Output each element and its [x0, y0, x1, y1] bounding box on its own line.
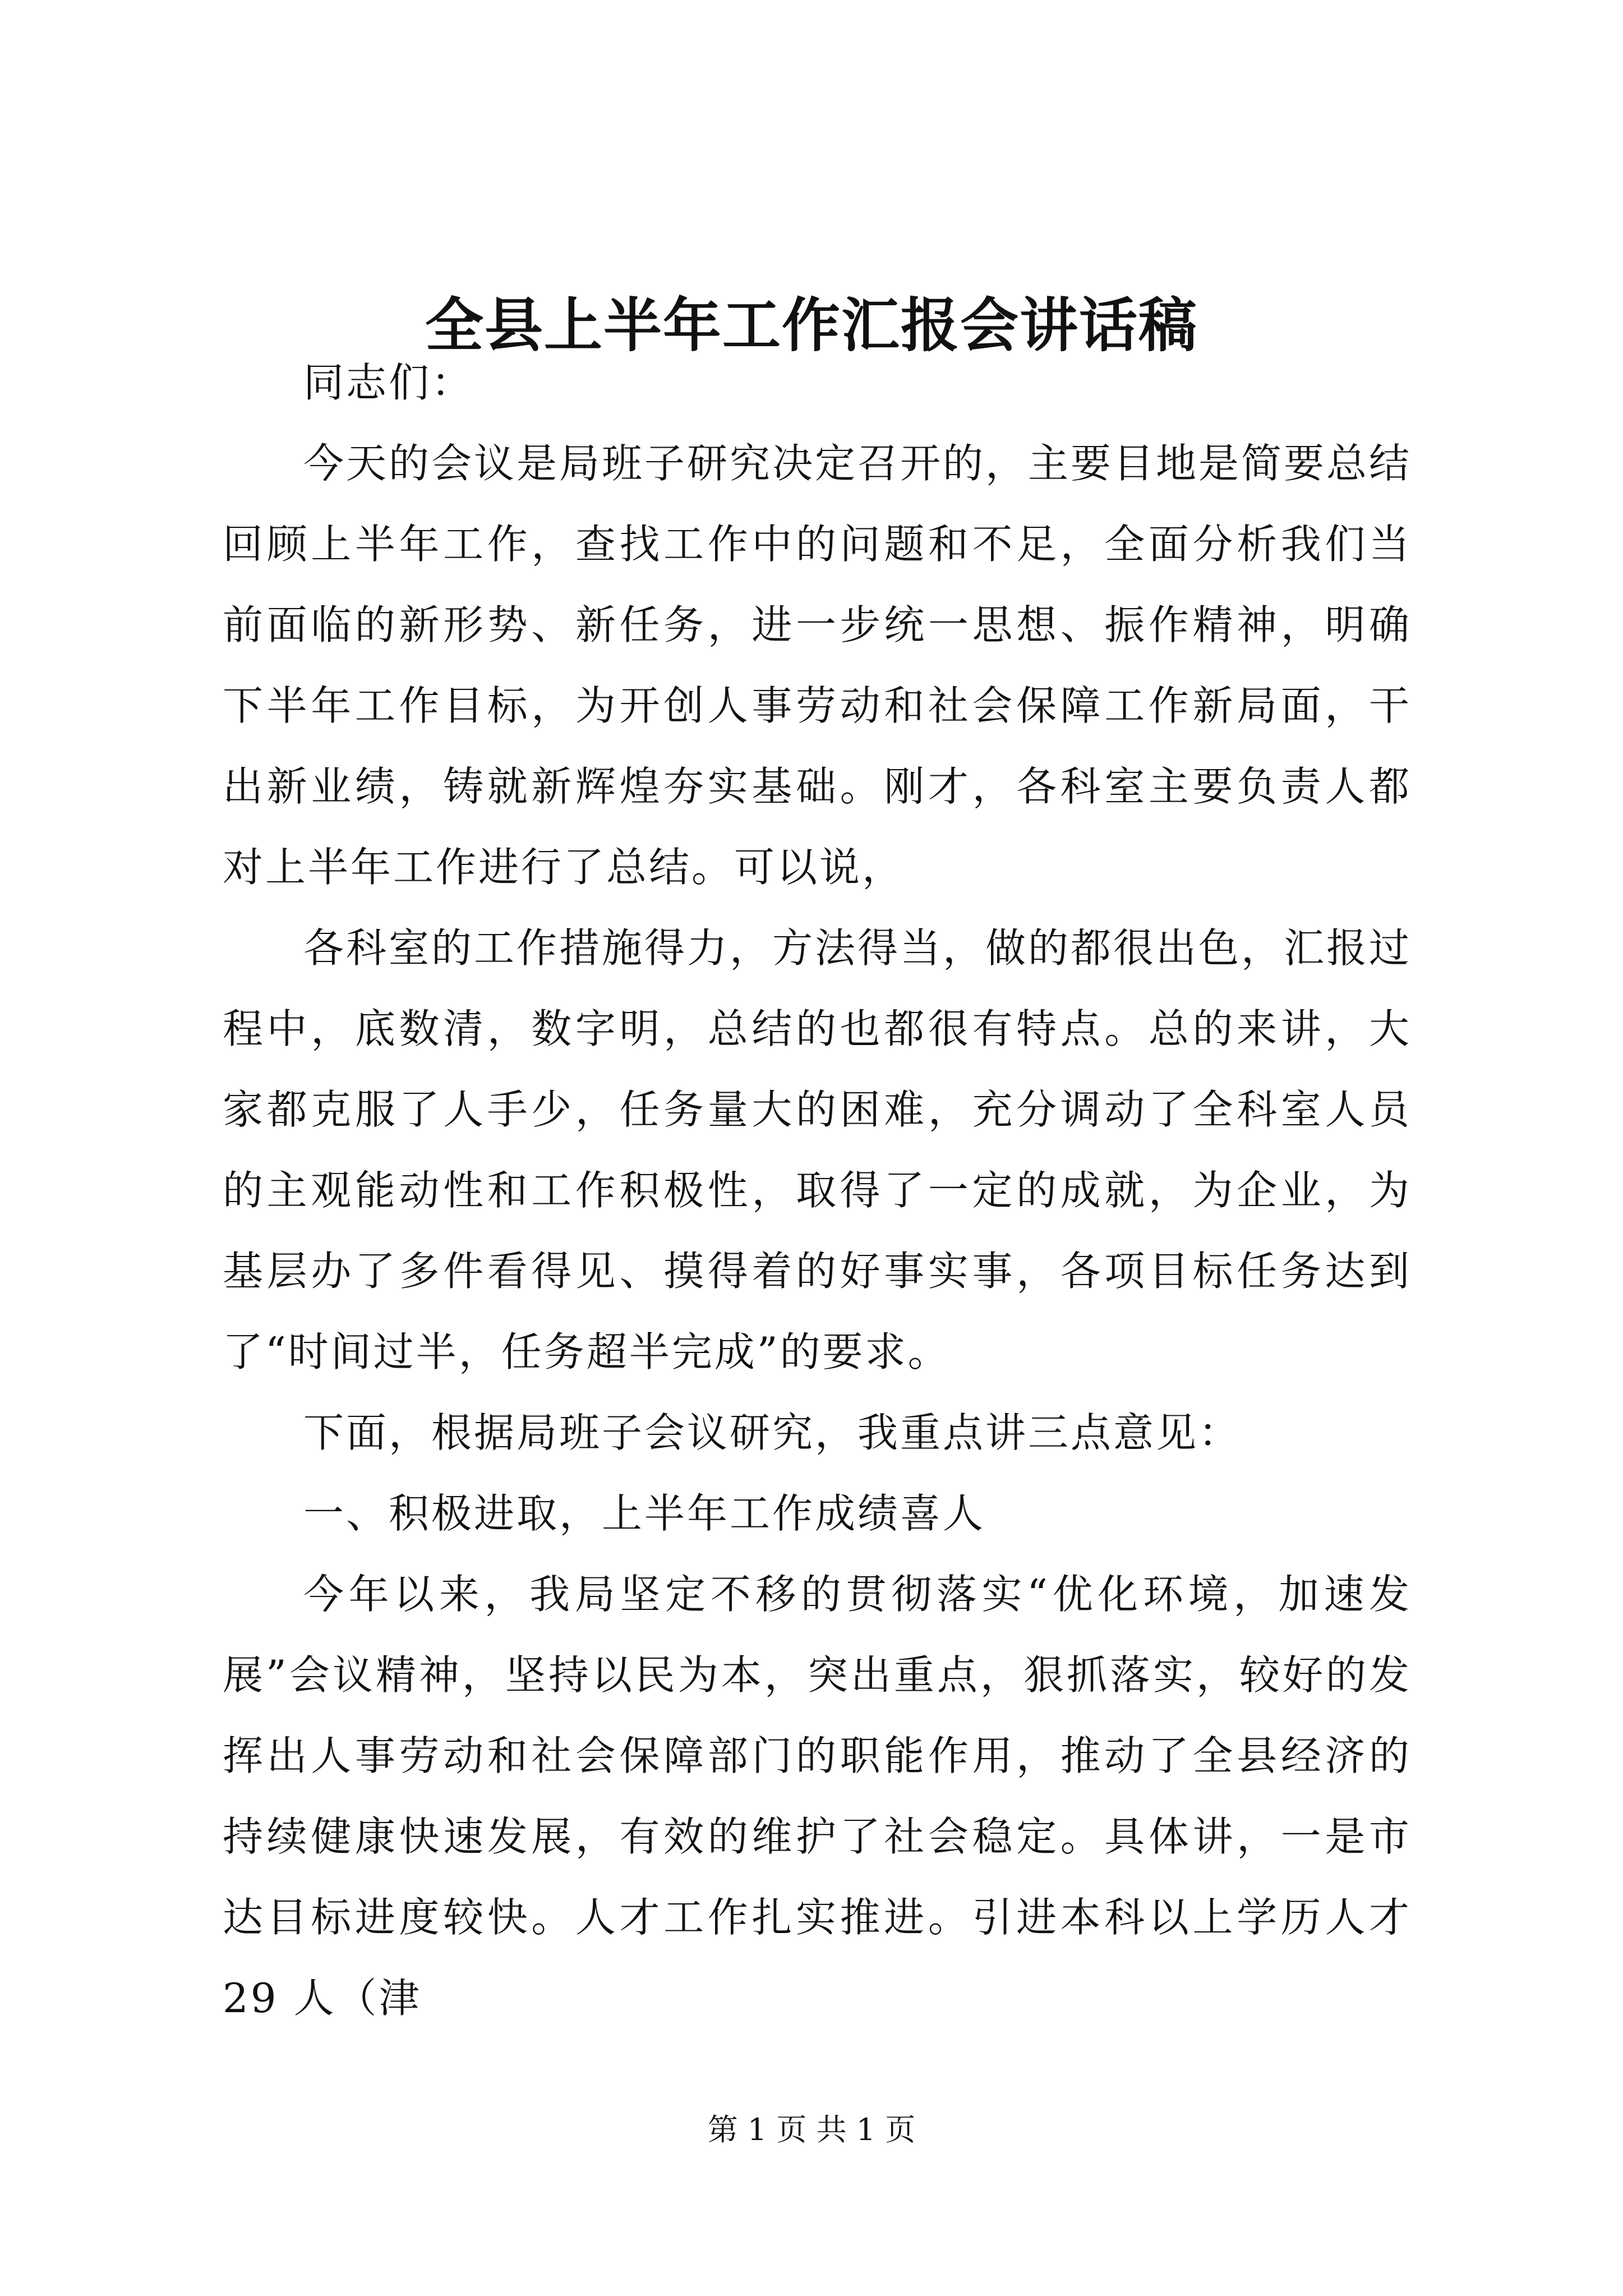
- document-title: 全县上半年工作汇报会讲话稿: [425, 291, 1198, 360]
- page-footer: 第 1 页 共 1 页: [707, 2112, 916, 2147]
- document-body: [223, 342, 1412, 2039]
- body-paragraph-4: 今年以来，我局坚定不移的贯彻落实“优化环境，加速发展”会议精神，坚持以民为本，突出重点，狠抓落实，较好的发挥出人事劳动和社会保障部门的职能作用，推动了全县经济的持续健康快速发展，有效的维护了社会稳定。具体讲，一是市达目标进度较快。人才工作扎实推进。引进本科以上学历人才 29 人（津: [223, 1571, 1412, 2022]
- body-paragraph-3: 下面，根据局班子会议研究，我重点讲三点意见：: [303, 1409, 1242, 1456]
- body-paragraph-1: 今天的会议是局班子研究决定召开的，主要目地是简要总结回顾上半年工作，查找工作中的问题和不足，全面分析我们当前面临的新形势、新任务，进一步统一思想、振作精神，明确下半年工作目标，为开创人事劳动和社会保障工作新局面，干出新业绩，铸就新辉煌夯实基础。刚才，各科室主要负责人都对上半年工作进行了总结。可以说，: [223, 440, 1412, 891]
- body-paragraph-2: 各科室的工作措施得力，方法得当，做的都很出色，汇报过程中，底数清，数字明，总结的也都很有特点。总的来讲，大家都克服了人手少，任务量大的困难，充分调动了全科室人员的主观能动性和工作积极性，取得了一定的成就，为企业，为基层办了多件看得见、摸得着的好事实事，各项目标任务达到了“时间过半，任务超半完成”的要求。: [223, 924, 1412, 1375]
- section-heading-1: 一、积极进取，上半年工作成绩喜人: [303, 1490, 986, 1537]
- salutation: 同志们：: [303, 359, 474, 406]
